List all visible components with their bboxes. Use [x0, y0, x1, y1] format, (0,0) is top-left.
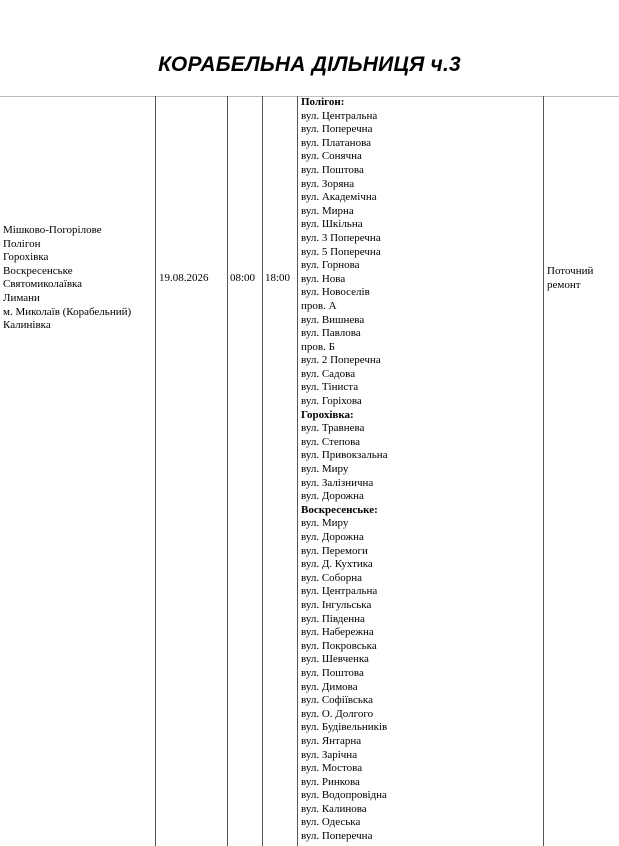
street-item: вул. Поперечна [301, 123, 373, 136]
street-item: вул. Південна [301, 612, 365, 625]
street-item: вул. Одеська [301, 816, 361, 829]
street-item: вул. Мостова [301, 762, 363, 775]
street-item: вул. Набережна [301, 626, 374, 639]
settlement-item: Калинівка [3, 319, 51, 332]
settlement-item: Мішково-Погорілове [3, 224, 102, 236]
reason-line: ремонт [547, 278, 581, 291]
street-item: вул. Покровська [301, 639, 377, 652]
column-divider [262, 96, 263, 846]
street-item: вул. Поштова [301, 666, 364, 679]
settlement-item: Святомиколаївка [3, 278, 83, 291]
street-item: вул. Водопровідна [301, 789, 387, 802]
column-divider [297, 96, 298, 846]
street-item: вул. Миру [301, 517, 349, 530]
street-item: вул. Академічна [301, 191, 377, 204]
streets-cell [301, 96, 541, 844]
street-item: вул. Ринкова [301, 775, 360, 788]
street-item: вул. Горіхова [301, 395, 362, 408]
settlements-cell [3, 224, 155, 333]
street-item: вул. Горнова [301, 259, 360, 272]
street-item: вул. Поперечна [301, 830, 373, 843]
street-item: вул. Будівельників [301, 721, 388, 734]
street-group-name: Полігон: [301, 96, 345, 108]
street-item: вул. Перемоги [301, 544, 368, 557]
street-group-name: Воскресенське: [301, 503, 378, 516]
page-title: КОРАБЕЛЬНА ДІЛЬНИЦЯ ч.3 [158, 53, 461, 76]
street-item: вул. Платанова [301, 136, 371, 149]
street-item: вул. Софіївська [301, 694, 373, 707]
settlement-item: м. Миколаїв (Корабельний) [3, 305, 132, 318]
settlement-item: Полігон [3, 237, 41, 250]
street-item: вул. 5 Поперечна [301, 245, 381, 258]
street-item: вул. Мирна [301, 204, 354, 217]
street-item: вул. Д. Кухтика [301, 558, 373, 571]
street-item: вул. Центральна [301, 585, 378, 598]
street-item: вул. Вишнева [301, 313, 365, 326]
outage-table [0, 96, 619, 846]
street-item: вул. Калинова [301, 802, 367, 815]
reason-cell [547, 265, 615, 292]
street-item: вул. 2 Поперечна [301, 354, 381, 367]
street-item: вул. Поштова [301, 163, 364, 176]
settlement-item: Воскресенське [3, 264, 73, 277]
street-item: вул. Зарічна [301, 748, 358, 761]
street-item: вул. Привокзальна [301, 449, 388, 462]
reason-line: Поточний [547, 265, 594, 277]
street-item: вул. Тіниста [301, 381, 359, 394]
settlement-item: Лимани [3, 291, 40, 304]
street-item: вул. 3 Поперечна [301, 231, 381, 244]
street-item: вул. Миру [301, 463, 349, 476]
street-item: пров. А [301, 299, 337, 312]
street-item: вул. Зоряна [301, 177, 355, 190]
street-item: вул. Димова [301, 680, 358, 693]
street-item: вул. Сонячна [301, 150, 362, 163]
start-time-cell: 08:00 [230, 272, 256, 284]
street-item: вул. Травнева [301, 422, 365, 435]
street-item: вул. Соборна [301, 571, 363, 584]
street-item: вул. Садова [301, 367, 356, 380]
column-divider [227, 96, 228, 846]
column-divider [543, 96, 544, 846]
date-cell: 19.08.2026 [159, 272, 209, 284]
street-item: вул. Новоселів [301, 286, 370, 299]
street-item: вул. Янтарна [301, 734, 362, 747]
street-item: вул. Дорожна [301, 531, 364, 543]
street-item: вул. Залізнична [301, 476, 374, 489]
street-item: вул. Центральна [301, 109, 378, 122]
street-item: вул. Павлова [301, 327, 361, 340]
street-item: вул. Шкільна [301, 218, 363, 231]
end-time-cell: 18:00 [265, 272, 291, 284]
street-item: вул. О. Долгого [301, 707, 374, 720]
street-item: вул. Шевченка [301, 653, 369, 666]
street-item: вул. Нова [301, 272, 346, 285]
street-item: вул. Інгульська [301, 598, 372, 611]
street-item: вул. Степова [301, 435, 361, 448]
settlement-item: Горохівка [3, 251, 49, 264]
street-item: вул. Дорожна [301, 490, 364, 503]
street-item: пров. Б [301, 340, 335, 353]
street-group-name: Горохівка: [301, 408, 354, 421]
column-divider [155, 96, 156, 846]
